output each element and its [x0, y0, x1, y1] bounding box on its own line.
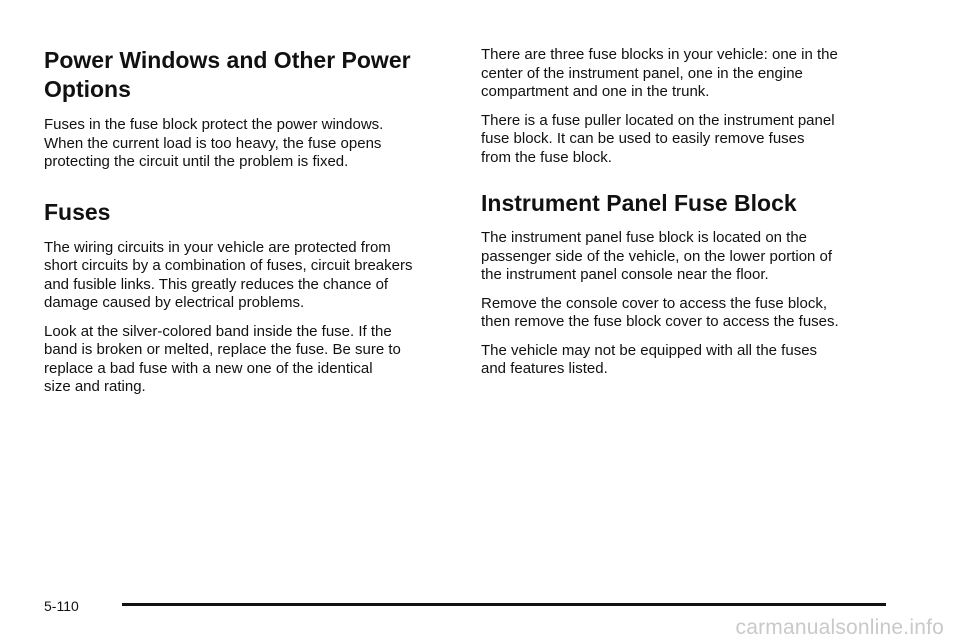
watermark-text: carmanualsonline.info — [735, 616, 944, 639]
paragraph-fuses-circuits: The wiring circuits in your vehicle are protected from short circuits by a combination of fuses, circuit breakers and fusible links. This greatly reduces the chance of damage caused by electrical problems. — [44, 238, 413, 311]
paragraph-ipfb-equipment: The vehicle may not be equipped with all the fuses and features listed. — [481, 341, 818, 377]
paragraph-fuse-blocks: There are three fuse blocks in your vehicle: one in the center of the instrument panel, one in the engine compartment and one in the trunk. — [481, 46, 838, 100]
heading-fuses: Fuses — [44, 198, 111, 225]
paragraph-fuses-band: Look at the silver-colored band inside the fuse. If the band is broken or melted, replace the fuse. Be sure to replace a bad fuse with a new one of the identical size and rating. — [44, 322, 401, 395]
paragraph-power-windows: Fuses in the fuse block protect the power windows. When the current load is too heavy, the fuse opens protecting the circuit until the problem is fixed. — [44, 116, 384, 170]
heading-power-windows: Power Windows and Other Power Options — [44, 47, 411, 102]
page-number: 5-110 — [44, 598, 79, 614]
right-column — [481, 46, 891, 389]
footer-rule-divider — [122, 603, 886, 606]
paragraph-ipfb-access: Remove the console cover to access the fuse block, then remove the fuse block cover to access the fuses. — [481, 294, 839, 330]
heading-instrument-panel-fuse-block: Instrument Panel Fuse Block — [481, 190, 797, 216]
paragraph-fuse-puller: There is a fuse puller located on the instrument panel fuse block. It can be used to easily remove fuses from the fuse block. — [481, 111, 835, 166]
left-column — [44, 46, 444, 407]
paragraph-ipfb-location: The instrument panel fuse block is located on the passenger side of the vehicle, on the lower portion of the instrument panel console near the floor. — [481, 229, 833, 283]
